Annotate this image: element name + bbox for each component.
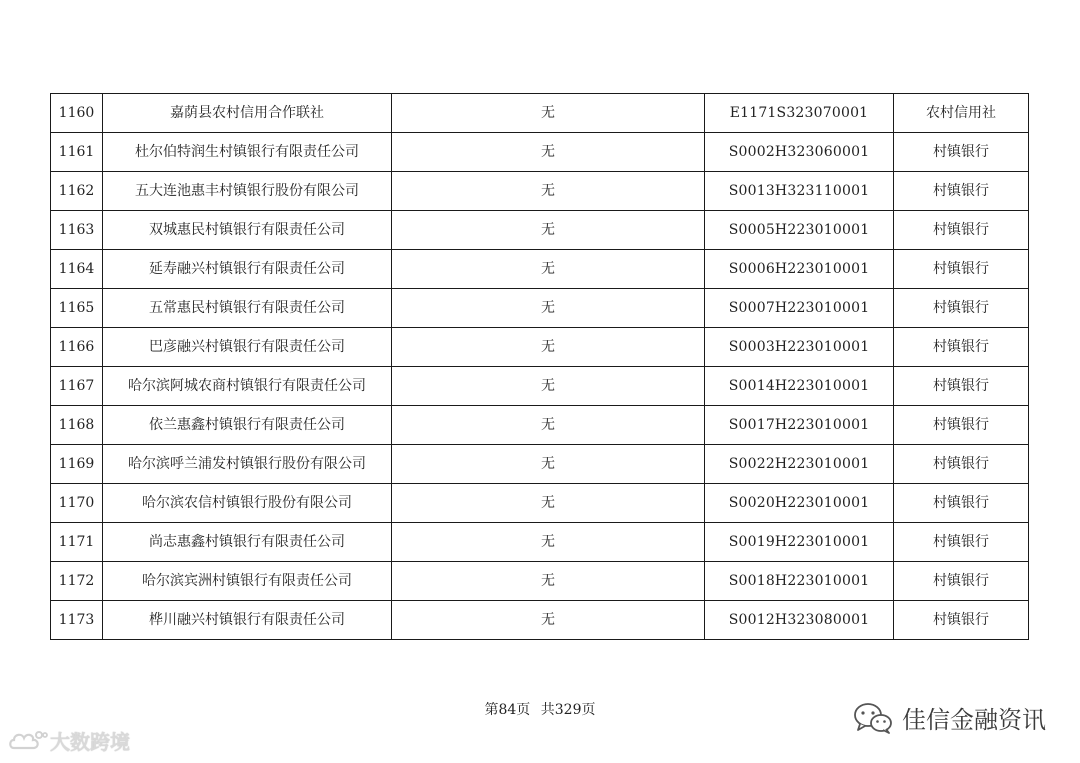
table-row xyxy=(51,289,1029,328)
cell-institution-name: 巴彦融兴村镇银行有限责任公司 xyxy=(103,328,392,367)
cell-institution-type: 村镇银行 xyxy=(894,601,1029,640)
cell-number: 1161 xyxy=(51,133,103,172)
cell-number: 1164 xyxy=(51,250,103,289)
cell-institution-type: 村镇银行 xyxy=(894,406,1029,445)
cell-none-value: 无 xyxy=(392,484,705,523)
table-row xyxy=(51,445,1029,484)
table-row xyxy=(51,562,1029,601)
watermark-left xyxy=(8,726,130,755)
cell-none-value: 无 xyxy=(392,367,705,406)
cell-institution-type: 村镇银行 xyxy=(894,484,1029,523)
cell-institution-type: 村镇银行 xyxy=(894,211,1029,250)
cell-none-value: 无 xyxy=(392,445,705,484)
cell-institution-name: 哈尔滨阿城农商村镇银行有限责任公司 xyxy=(103,367,392,406)
table-row xyxy=(51,172,1029,211)
table-row xyxy=(51,211,1029,250)
cell-number: 1168 xyxy=(51,406,103,445)
cell-number: 1169 xyxy=(51,445,103,484)
cell-institution-type: 村镇银行 xyxy=(894,367,1029,406)
cell-institution-type: 农村信用社 xyxy=(894,94,1029,133)
cell-institution-name: 哈尔滨农信村镇银行股份有限公司 xyxy=(103,484,392,523)
table-row xyxy=(51,367,1029,406)
cell-institution-name: 杜尔伯特润生村镇银行有限责任公司 xyxy=(103,133,392,172)
cell-institution-type: 村镇银行 xyxy=(894,523,1029,562)
cell-institution-code: S0020H223010001 xyxy=(705,484,894,523)
cell-institution-code: S0022H223010001 xyxy=(705,445,894,484)
cell-none-value: 无 xyxy=(392,94,705,133)
page-total: 共329页 xyxy=(540,702,596,718)
cell-none-value: 无 xyxy=(392,250,705,289)
cell-number: 1170 xyxy=(51,484,103,523)
table-row xyxy=(51,601,1029,640)
cell-none-value: 无 xyxy=(392,601,705,640)
cell-number: 1162 xyxy=(51,172,103,211)
cell-institution-type: 村镇银行 xyxy=(894,445,1029,484)
cell-none-value: 无 xyxy=(392,133,705,172)
table-row xyxy=(51,484,1029,523)
watermark-right-text: 佳信金融资讯 xyxy=(902,706,1046,734)
cell-institution-type: 村镇银行 xyxy=(894,133,1029,172)
cell-institution-code: E1171S323070001 xyxy=(705,94,894,133)
cell-number: 1167 xyxy=(51,367,103,406)
cell-institution-type: 村镇银行 xyxy=(894,562,1029,601)
cell-institution-name: 哈尔滨宾洲村镇银行有限责任公司 xyxy=(103,562,392,601)
cell-institution-name: 延寿融兴村镇银行有限责任公司 xyxy=(103,250,392,289)
cell-institution-code: S0013H323110001 xyxy=(705,172,894,211)
cell-institution-code: S0019H223010001 xyxy=(705,523,894,562)
cell-none-value: 无 xyxy=(392,289,705,328)
cell-institution-name: 尚志惠鑫村镇银行有限责任公司 xyxy=(103,523,392,562)
cell-none-value: 无 xyxy=(392,406,705,445)
page-number: 第84页 xyxy=(484,702,531,718)
cell-institution-code: S0017H223010001 xyxy=(705,406,894,445)
watermark-right xyxy=(852,700,1046,735)
cell-institution-code: S0006H223010001 xyxy=(705,250,894,289)
cell-institution-type: 村镇银行 xyxy=(894,172,1029,211)
cell-institution-code: S0007H223010001 xyxy=(705,289,894,328)
cell-institution-type: 村镇银行 xyxy=(894,328,1029,367)
cell-none-value: 无 xyxy=(392,562,705,601)
institution-table xyxy=(50,93,1029,640)
cell-institution-name: 嘉荫县农村信用合作联社 xyxy=(103,94,392,133)
cell-institution-name: 依兰惠鑫村镇银行有限责任公司 xyxy=(103,406,392,445)
table-row xyxy=(51,133,1029,172)
cell-institution-name: 哈尔滨呼兰浦发村镇银行股份有限公司 xyxy=(103,445,392,484)
cell-number: 1173 xyxy=(51,601,103,640)
cell-institution-code: S0003H223010001 xyxy=(705,328,894,367)
cell-number: 1171 xyxy=(51,523,103,562)
cell-none-value: 无 xyxy=(392,211,705,250)
cell-number: 1165 xyxy=(51,289,103,328)
table-row xyxy=(51,523,1029,562)
cell-institution-name: 五常惠民村镇银行有限责任公司 xyxy=(103,289,392,328)
cell-institution-type: 村镇银行 xyxy=(894,250,1029,289)
cell-institution-code: S0018H223010001 xyxy=(705,562,894,601)
cell-none-value: 无 xyxy=(392,172,705,211)
watermark-left-text: 大数跨境 xyxy=(50,730,130,754)
cell-institution-code: S0014H223010001 xyxy=(705,367,894,406)
cell-institution-type: 村镇银行 xyxy=(894,289,1029,328)
cell-institution-code: S0002H323060001 xyxy=(705,133,894,172)
cell-number: 1160 xyxy=(51,94,103,133)
cell-number: 1172 xyxy=(51,562,103,601)
cell-institution-name: 五大连池惠丰村镇银行股份有限公司 xyxy=(103,172,392,211)
institution-table-body xyxy=(51,94,1029,640)
table-row xyxy=(51,250,1029,289)
table-row xyxy=(51,406,1029,445)
table-row xyxy=(51,94,1029,133)
cell-none-value: 无 xyxy=(392,523,705,562)
cloud-logo-icon xyxy=(8,728,48,754)
cell-institution-code: S0005H223010001 xyxy=(705,211,894,250)
institution-table-container xyxy=(50,93,1028,640)
table-row xyxy=(51,328,1029,367)
cell-institution-code: S0012H323080001 xyxy=(705,601,894,640)
cell-institution-name: 双城惠民村镇银行有限责任公司 xyxy=(103,211,392,250)
cell-institution-name: 桦川融兴村镇银行有限责任公司 xyxy=(103,601,392,640)
wechat-icon xyxy=(852,701,894,735)
cell-number: 1166 xyxy=(51,328,103,367)
cell-none-value: 无 xyxy=(392,328,705,367)
cell-number: 1163 xyxy=(51,211,103,250)
